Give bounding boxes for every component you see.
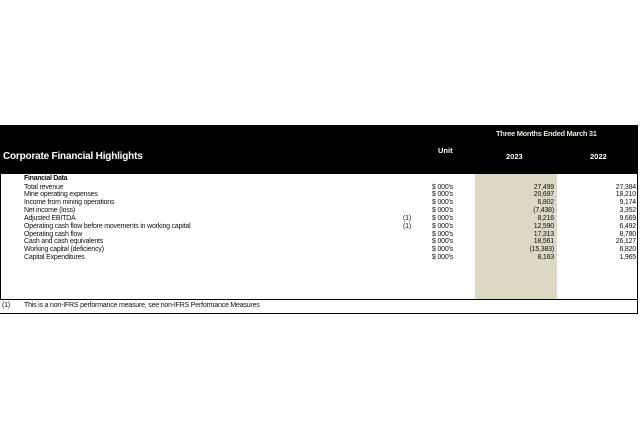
- value-2023: (15,383): [529, 246, 554, 254]
- row-note: (1): [403, 214, 411, 222]
- value-2023: 17,313: [533, 230, 554, 238]
- row-unit: $ 000's: [432, 238, 453, 246]
- row-label: Total revenue: [24, 183, 64, 191]
- row-unit: $ 000's: [432, 191, 453, 199]
- row-note: (1): [403, 222, 411, 230]
- row-label: Mine operating expenses: [24, 191, 98, 199]
- row-label: Capital Expenditures: [24, 254, 85, 262]
- table-title: Corporate Financial Highlights: [3, 151, 143, 162]
- row-unit: $ 000's: [432, 246, 453, 254]
- footnote-marker: (1): [2, 302, 10, 309]
- value-2023: 8,163: [537, 254, 554, 262]
- row-label: Operating cash flow before movements in working capital: [24, 222, 191, 230]
- row-label: Adjusted EBITDA: [24, 214, 76, 222]
- value-2023: 18,561: [533, 238, 554, 246]
- year-2022-header: 2022: [590, 152, 607, 161]
- value-2023: (7,438): [533, 207, 554, 215]
- table-row: [0, 207, 638, 215]
- table-header: [0, 125, 638, 174]
- value-2023: 12,590: [533, 222, 554, 230]
- value-2022: 3,352: [619, 207, 636, 215]
- period-header: Three Months Ended March 31: [496, 129, 597, 138]
- table-row: [0, 246, 638, 254]
- table-row: [0, 231, 638, 239]
- financial-highlights-table: [0, 125, 638, 314]
- row-label: Net income (loss): [24, 207, 76, 215]
- value-2022: 18,210: [615, 191, 636, 199]
- value-2023: 6,802: [537, 199, 554, 207]
- value-2023: 20,697: [533, 191, 554, 199]
- row-label: Income from mining operations: [24, 199, 115, 207]
- value-2022: 6,492: [619, 222, 636, 230]
- value-2022: 8,780: [619, 230, 636, 238]
- value-2022: 6,820: [619, 246, 636, 254]
- table-row: [0, 223, 638, 231]
- value-2022: 1,965: [619, 254, 636, 262]
- value-2023: 27,499: [533, 183, 554, 191]
- unit-column-header: Unit: [438, 146, 453, 155]
- row-label: Operating cash flow: [24, 230, 83, 238]
- table-row: [0, 184, 638, 192]
- row-label: Cash and cash equivalents: [24, 238, 104, 246]
- table-row: [0, 254, 638, 262]
- value-2022: 27,384: [615, 183, 636, 191]
- table-body: [0, 184, 638, 262]
- row-unit: $ 000's: [432, 183, 453, 191]
- row-unit: $ 000's: [432, 199, 453, 207]
- table-row: [0, 238, 638, 246]
- row-unit: $ 000's: [432, 214, 453, 222]
- row-unit: $ 000's: [432, 254, 453, 262]
- table-row: [0, 199, 638, 207]
- table-row: [0, 215, 638, 223]
- row-unit: $ 000's: [432, 230, 453, 238]
- value-2022: 26,127: [615, 238, 636, 246]
- footnote-text: This is a non-IFRS performance measure, see non-IFRS Performance Measures: [24, 302, 260, 309]
- section-label: Financial Data: [24, 175, 68, 182]
- row-unit: $ 000's: [432, 222, 453, 230]
- row-label: Working capital (deficiency): [24, 246, 104, 254]
- table-row: [0, 191, 638, 199]
- value-2022: 9,669: [619, 214, 636, 222]
- year-2023-header: 2023: [506, 152, 523, 161]
- value-2022: 9,174: [619, 199, 636, 207]
- value-2023: 8,216: [537, 214, 554, 222]
- row-unit: $ 000's: [432, 207, 453, 215]
